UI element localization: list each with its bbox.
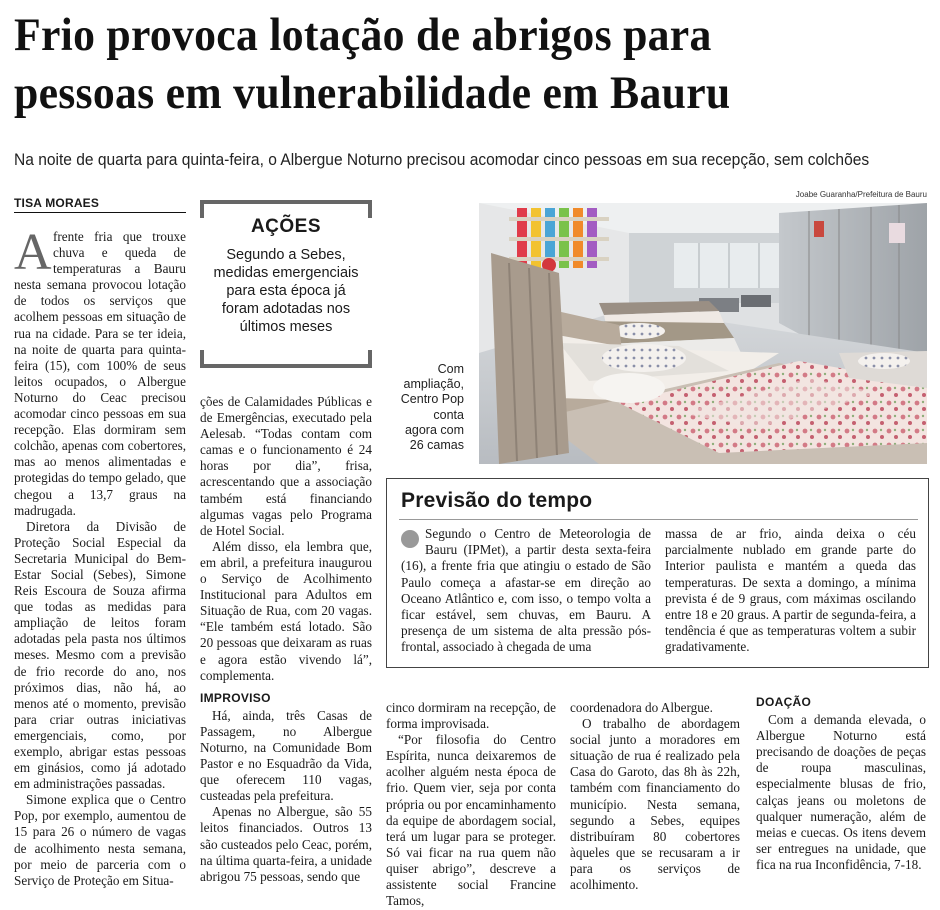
- bullet-icon: [401, 530, 419, 548]
- subheadline: Na noite de quarta para quinta-feira, o Albergue Noturno precisou acomodar cinco pessoas em sua recepção, sem colchões: [14, 150, 870, 169]
- paragraph: Há, ainda, três Casas de Passagem, no Albergue Noturno, na Comunidade Bom Pastor e no Esquadrão da Vida, que oferecem 110 vagas, custeadas pela prefeitura.: [200, 707, 372, 804]
- article-column-2: [200, 394, 372, 885]
- drop-cap: A: [14, 224, 52, 281]
- paragraph: cinco dormiram na recepção, de forma improvisada.: [386, 700, 556, 732]
- paragraph: Apenas no Albergue, são 55 leitos financiados. Outros 13 são custeados pelo Ceac, porém, na última quarta-feira, a unidade abrigou 75 pessoas, sendo que: [200, 804, 372, 884]
- section-heading-improviso: IMPROVISO: [200, 690, 271, 705]
- paragraph: Simone explica que o Centro Pop, por exemplo, aumentou de 15 para 26 o número de vagas de acolhimento nesta semana, por meio de parceria com o Serviço de Proteção em Situa-: [14, 792, 186, 888]
- byline: TISA MORAES: [14, 196, 186, 213]
- acoes-title: AÇÕES: [250, 216, 322, 237]
- paragraph: Diretora da Divisão de Proteção Social Especial da Secretaria Municipal do Bem-Estar Social (Sebes), Simone Reis Escoura de Souza afirma que todas as medidas para ampliação de leitos foram adotadas pela pasta nos últimos meses. Mesmo com a previsão de frio recorde do ano, nos próximos dias, não há, ao menos até o momento, previsão para criar outras iniciativas emergenciais, como, por exemplo, abrigar estas pessoas em ginásios, como já adotado em administrações passadas.: [14, 518, 186, 792]
- weather-text-left-body: Segundo o Centro de Meteorologia de Bauru (IPMet), a partir desta sexta-feira (16), a frente fria que atingiu o estado de São Paulo começa a afastar-se em direção ao Oceano Atlântico e, com isso, o tempo volta a ficar estável, sem chuvas, em Bauru. A presença de um sistema de alta pressão pós-frontal, associado à chegada de uma: [401, 526, 651, 655]
- paragraph-text: frente fria que trouxe chuva e queda de temperaturas a Bauru nesta semana provocou lotação de todos os serviços que acolhem pessoas em situação de rua na cidade. Para se ter ideia, na noite de quarta para quinta-feira (15), com 100% de seus leitos ocupados, o Albergue Noturno do Ceac precisou acomodar cinco pessoas em sua recepção. Elas dormiram sem colchão, apenas com cobertores, mas ao menos alimentadas e protegidas do tempo gelado, que chegou a 13,7 graus na madrugada.: [14, 229, 186, 518]
- paragraph: “Por filosofia do Centro Espírita, nunca deixaremos de acolher alguém nesta época de frio. Quem vier, seja por conta própria ou por encaminhamento da equipe de abordagem social, terá um lugar para se proteger. Só vai ficar na rua quem não quiser abrigo”, descreve a assistente social Francine Tamos,: [386, 732, 556, 909]
- acoes-text: Segundo a Sebes, medidas emergenciais para esta época já foram adotadas nos últimos meses: [213, 247, 359, 335]
- shelter-photo: [479, 203, 927, 464]
- paragraph: O trabalho de abordagem social junto a moradores em situação de rua é realizado pela Casa do Garoto, das 8h às 22h, também com financiamento do município. Nesta semana, segundo a Sebes, equipes distribuíram 80 cobertores àqueles que se recusaram a ir para os serviços de acolhimento.: [570, 716, 740, 893]
- acoes-box: [200, 200, 372, 368]
- section-heading-doacao: DOAÇÃO: [756, 695, 812, 709]
- article-column-3: [386, 700, 556, 909]
- photo-credit: Joabe Guaranha/Prefeitura de Bauru: [795, 190, 927, 199]
- weather-text-right: massa de ar frio, ainda deixa o céu parcialmente nublado em grande parte do Interior paulista e mantém a queda das temperaturas. De sexta a domingo, a mínima prevista é de 9 graus, com máximas oscilando entre 18 e 20 graus. A partir de segunda-feira, a tendência é que as temperaturas voltem a subir gradativamente.: [665, 526, 916, 655]
- weather-forecast-title: Previsão do tempo: [401, 489, 593, 512]
- article-column-4: [570, 700, 740, 893]
- headline-line-2: pessoas em vulnerabilidade em Bauru: [14, 67, 731, 119]
- article-column-1: [14, 224, 186, 889]
- divider: [399, 519, 918, 520]
- headline-line-1: Frio provoca lotação de abrigos para: [14, 9, 712, 61]
- article-column-5: [756, 694, 926, 873]
- paragraph: Com a demanda elevada, o Albergue Noturno está precisando de doações de peças de roupa masculinas, especialmente blusas de frio, calças jeans ou moletons de qualquer numeração, além de meias e cuecas. Os itens devem ser entregues na unidade, que fica na rua Inconfidência, 7-18.: [756, 712, 926, 872]
- headline: [14, 6, 865, 122]
- paragraph: Além disso, ela lembra que, em abril, a prefeitura inaugurou o Serviço de Acolhimento Institucional para Adultos em Situação de Rua, com 20 vagas. “Ele também está lotado. São 20 pessoas que deixaram as ruas e agora estão vivendo lá”, complementa.: [200, 538, 372, 683]
- weather-text-left: [401, 526, 651, 656]
- paragraph: ções de Calamidades Públicas e de Emergências, executado pela Aelesab. “Todas contam com camas e o funcionamento é 24 horas por dia”, frisa, acrescentando que a associação também está financiando algumas vagas pelo Programa de Hotel Social.: [200, 394, 372, 538]
- paragraph: coordenadora do Albergue.: [570, 700, 713, 715]
- weather-forecast-box: [386, 478, 929, 668]
- photo-caption: Com ampliação, Centro Pop conta agora com 26 camas: [400, 362, 464, 453]
- shelter-photo-drawing: [479, 203, 927, 464]
- paragraph: [14, 224, 186, 519]
